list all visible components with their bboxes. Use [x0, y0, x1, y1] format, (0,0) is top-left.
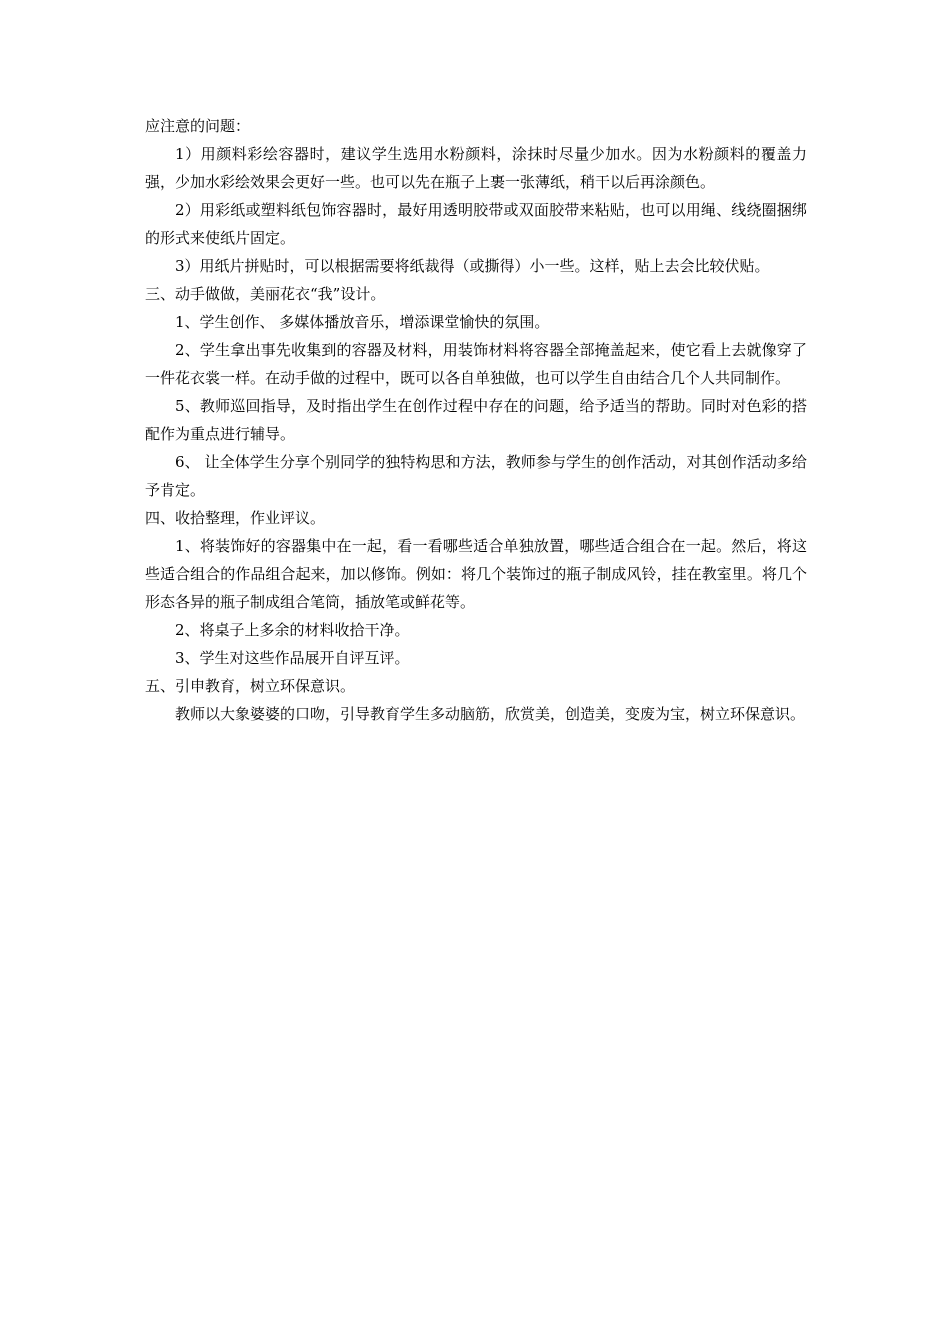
paragraph-3-2: 2、学生拿出事先收集到的容器及材料，用装饰材料将容器全部掩盖起来，使它看上去就像穿了一件花衣裳一样。在动手做的过程中，既可以各自单独做，也可以学生自由结合几个人共同制作。 — [145, 341, 807, 387]
section-heading-notes: 应注意的问题： — [145, 117, 251, 135]
section-heading-5: 五、引申教育，树立环保意识。 — [145, 677, 356, 695]
paragraph-5-1: 教师以大象婆婆的口吻，引导教育学生多动脑筋，欣赏美，创造美，变废为宝，树立环保意识。 — [175, 705, 806, 723]
document-body — [145, 112, 807, 728]
section-heading-4: 四、收拾整理，作业评议。 — [145, 509, 326, 527]
paragraph-note-1: 1）用颜料彩绘容器时，建议学生选用水粉颜料，涂抹时尽量少加水。因为水粉颜料的覆盖力强，少加水彩绘效果会更好一些。也可以先在瓶子上裹一张薄纸，稍干以后再涂颜色。 — [145, 145, 807, 191]
section-heading-3: 三、动手做做，美丽花衣“我”设计。 — [145, 285, 386, 303]
paragraph-note-3: 3）用纸片拼贴时，可以根据需要将纸裁得（或撕得）小一些。这样，贴上去会比较伏贴。 — [175, 257, 770, 275]
paragraph-4-2: 2、将桌子上多余的材料收拾干净。 — [175, 621, 410, 639]
paragraph-4-3: 3、学生对这些作品展开自评互评。 — [175, 649, 410, 667]
paragraph-3-6: 6、 让全体学生分享个别同学的独特构思和方法，教师参与学生的创作活动，对其创作活动多给予肯定。 — [145, 453, 807, 499]
paragraph-4-1: 1、将装饰好的容器集中在一起，看一看哪些适合单独放置，哪些适合组合在一起。然后，将这些适合组合的作品组合起来，加以修饰。例如：将几个装饰过的瓶子制成风铃，挂在教室里。将几个形态各异的瓶子制成组合笔筒，插放笔或鲜花等。 — [145, 537, 807, 611]
paragraph-3-5: 5、教师巡回指导，及时指出学生在创作过程中存在的问题，给予适当的帮助。同时对色彩的搭配作为重点进行辅导。 — [145, 397, 807, 443]
paragraph-note-2: 2）用彩纸或塑料纸包饰容器时，最好用透明胶带或双面胶带来粘贴，也可以用绳、线绕圈捆绑的形式来使纸片固定。 — [145, 201, 807, 247]
paragraph-3-1: 1、学生创作、 多媒体播放音乐，增添课堂愉快的氛围。 — [175, 313, 550, 331]
